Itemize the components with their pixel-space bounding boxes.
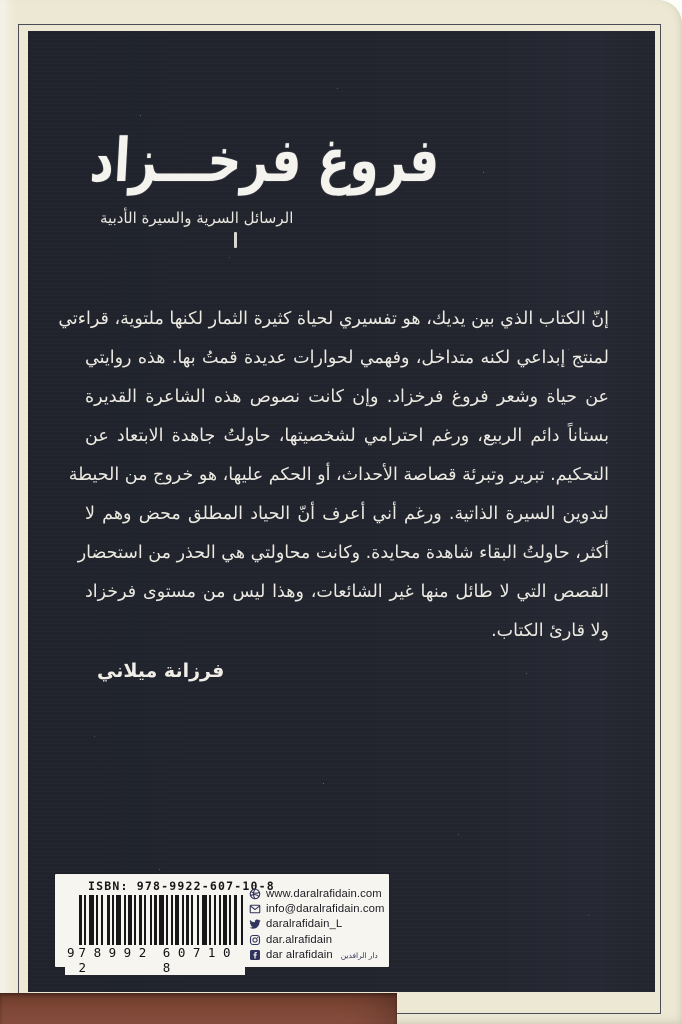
author-signature: فرزانة ميلاني: [97, 660, 225, 682]
barcode-digit-group: 7 8 9 9 2 2: [77, 945, 161, 975]
isbn-text: ISBN: 978-9922-607-10-8: [88, 879, 275, 893]
barcode-digits: [65, 945, 245, 975]
isbn-label: [55, 874, 389, 975]
contact-row: [249, 932, 385, 947]
blurb-line: أكثر، حاولتُ البقاء شاهدة محايدة. وكانت محاولتي هي الحذر من استحضار: [77, 543, 609, 563]
barcode-digit-group: 6 0 7 1 0 8: [161, 945, 245, 975]
contact-text: info@daralrafidain.com: [266, 903, 385, 916]
contact-row: [249, 917, 385, 932]
blurb-line: ولا قارئ الكتاب.: [491, 621, 609, 641]
contact-text: dar alrafidain: [266, 949, 333, 962]
barcode: [65, 895, 245, 975]
contact-row: [249, 948, 385, 963]
book-title: فروغ فرخـــزاد: [88, 126, 442, 197]
contact-text: daralrafidain_L: [266, 918, 343, 931]
blurb-line: إنّ الكتاب الذي بين يديك، هو تفسيري لحياة كثيرة الثمار لكنها ملتوية، قراءتي: [58, 309, 609, 329]
facebook-icon: [249, 949, 261, 961]
contact-row: [249, 901, 385, 916]
book-subtitle: الرسائل السرية والسيرة الأدبية: [100, 209, 294, 227]
table-surface: [0, 993, 397, 1024]
blurb-line: بستاناً دائم الربيع، ورغم احترامي لشخصيتها، حاولتُ جاهدة الابتعاد عن: [85, 426, 609, 446]
blurb-line: عن حياة وشعر فروغ فرخزاد. وإن كانت نصوص هذه الشاعرة القديرة: [85, 387, 609, 407]
publisher-contacts: [249, 886, 385, 963]
paper-speckles: [28, 31, 29, 32]
contact-text: www.daralrafidain.com: [266, 887, 382, 900]
contact-row: [249, 886, 385, 901]
blurb: [58, 300, 609, 651]
blurb-line: التحكيم. تبرير وتبرئة قصاصة الأحداث، أو الحكم عليها، هو خروج من الحيطة: [68, 465, 609, 485]
contact-text-arabic: دار الرافدين: [340, 950, 378, 960]
blurb-line: القصص التي لا طائل منها غير الشائعات، وهذا ليس من مستوى فرخزاد: [85, 582, 609, 602]
instagram-icon: [249, 934, 261, 946]
blurb-line: لمنتج إبداعي لكنه متداخل، وفهمي لحوارات عديدة قمتُ بها. هذه روايتي: [85, 348, 609, 368]
blurb-line: لتدوين السيرة الذاتية. ورغم أني أعرف أنّ الحياد المطلق محض وهم لا: [85, 504, 609, 524]
bar-gap: [237, 895, 239, 947]
twitter-icon: [249, 918, 261, 930]
globe-icon: [249, 888, 261, 900]
alef-mark: [234, 232, 237, 248]
email-icon: [249, 903, 261, 915]
barcode-digit-group: 9: [65, 945, 77, 975]
contact-text: dar.alrafidain: [266, 933, 333, 946]
